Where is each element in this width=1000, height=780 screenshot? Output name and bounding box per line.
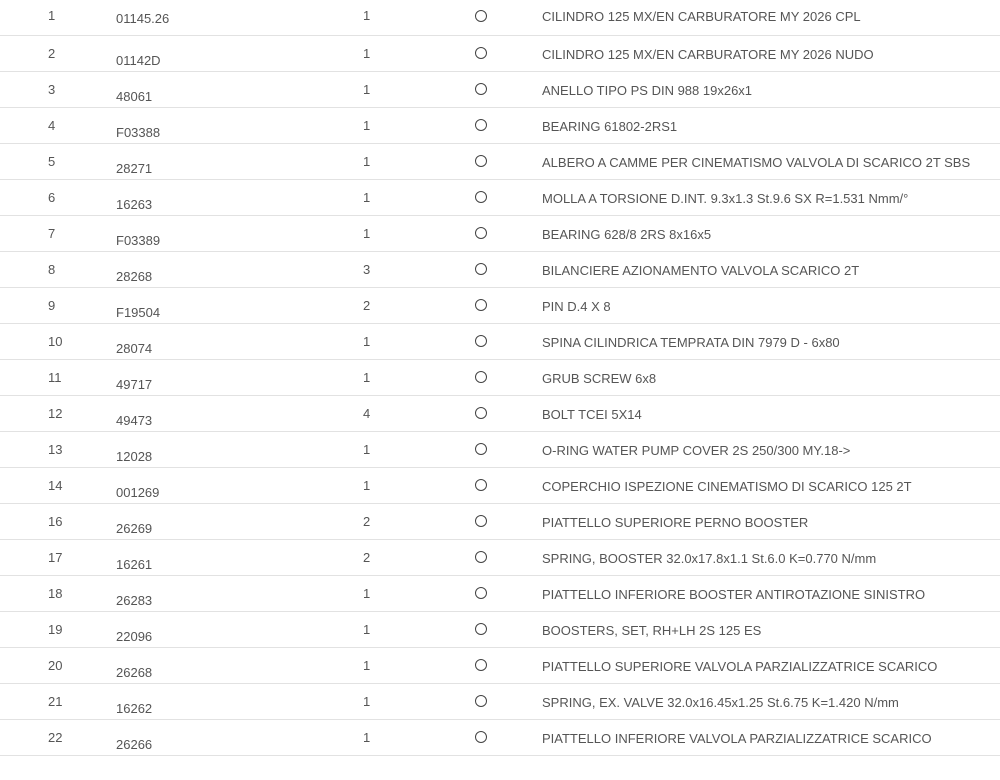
table-row	[0, 36, 1000, 72]
part-description: CILINDRO 125 MX/EN CARBURATORE MY 2026 CPL	[542, 9, 861, 24]
table-row	[0, 504, 1000, 540]
quantity: 1	[363, 586, 371, 601]
quantity: 1	[363, 46, 371, 61]
part-code: 26268	[116, 665, 153, 680]
select-radio-button[interactable]	[475, 83, 487, 95]
table-row	[0, 648, 1000, 684]
part-code: F03388	[116, 125, 161, 140]
position-number: 9	[48, 298, 56, 313]
select-radio-button[interactable]	[475, 263, 487, 275]
part-description: BEARING 628/8 2RS 8x16x5	[542, 227, 712, 242]
quantity: 1	[363, 478, 371, 493]
select-cell	[475, 263, 487, 275]
part-code: 16261	[116, 557, 153, 572]
part-description: ANELLO TIPO PS DIN 988 19x26x1	[542, 83, 753, 98]
quantity: 1	[363, 370, 371, 385]
select-cell	[475, 371, 487, 383]
quantity: 1	[363, 334, 371, 349]
part-code: 49473	[116, 413, 153, 428]
part-code: F03389	[116, 233, 161, 248]
part-description: O-RING WATER PUMP COVER 2S 250/300 MY.18->	[542, 443, 851, 458]
table-row	[0, 144, 1000, 180]
table-row	[0, 324, 1000, 360]
part-code: F19504	[116, 305, 161, 320]
part-code: 26266	[116, 737, 153, 752]
select-radio-button[interactable]	[475, 155, 487, 167]
select-radio-button[interactable]	[475, 47, 487, 59]
select-cell	[475, 47, 487, 59]
select-cell	[475, 227, 487, 239]
table-row	[0, 108, 1000, 144]
quantity: 1	[363, 190, 371, 205]
select-cell	[475, 299, 487, 311]
part-code: 49717	[116, 377, 153, 392]
select-radio-button[interactable]	[475, 299, 487, 311]
part-description: SPRING, EX. VALVE 32.0x16.45x1.25 St.6.75 K=1.420 N/mm	[542, 695, 899, 710]
quantity: 1	[363, 694, 371, 709]
part-description: BOLT TCEI 5X14	[542, 407, 642, 422]
select-radio-button[interactable]	[475, 443, 487, 455]
quantity: 2	[363, 514, 371, 529]
table-row	[0, 468, 1000, 504]
select-cell	[475, 659, 487, 671]
select-radio-button[interactable]	[475, 335, 487, 347]
position-number: 3	[48, 82, 56, 97]
part-description: SPRING, BOOSTER 32.0x17.8x1.1 St.6.0 K=0.770 N/mm	[542, 551, 877, 566]
quantity: 1	[363, 658, 371, 673]
select-radio-button[interactable]	[475, 551, 487, 563]
table-row	[0, 0, 1000, 36]
part-code: 26283	[116, 593, 153, 608]
quantity: 1	[363, 154, 371, 169]
part-code: 001269	[116, 485, 160, 500]
select-cell	[475, 83, 487, 95]
table-row	[0, 216, 1000, 252]
select-radio-button[interactable]	[475, 10, 487, 22]
part-code: 28268	[116, 269, 153, 284]
part-description: COPERCHIO ISPEZIONE CINEMATISMO DI SCARICO 125 2T	[542, 479, 912, 494]
select-radio-button[interactable]	[475, 587, 487, 599]
select-cell	[475, 551, 487, 563]
select-cell	[475, 335, 487, 347]
part-description: BILANCIERE AZIONAMENTO VALVOLA SCARICO 2T	[542, 263, 860, 278]
part-description: SPINA CILINDRICA TEMPRATA DIN 7979 D - 6x80	[542, 335, 840, 350]
table-row	[0, 540, 1000, 576]
part-description: PIATTELLO SUPERIORE VALVOLA PARZIALIZZATRICE SCARICO	[542, 659, 938, 674]
part-code: 28271	[116, 161, 153, 176]
select-cell	[475, 623, 487, 635]
select-cell	[475, 443, 487, 455]
part-code: 22096	[116, 629, 153, 644]
part-description: GRUB SCREW 6x8	[542, 371, 657, 386]
position-number: 12	[48, 406, 63, 421]
select-radio-button[interactable]	[475, 191, 487, 203]
select-cell	[475, 479, 487, 491]
select-radio-button[interactable]	[475, 731, 487, 743]
part-description: MOLLA A TORSIONE D.INT. 9.3x1.3 St.9.6 SX R=1.531 Nmm/°	[542, 191, 909, 206]
position-number: 17	[48, 550, 63, 565]
part-description: BEARING 61802-2RS1	[542, 119, 678, 134]
select-radio-button[interactable]	[475, 227, 487, 239]
position-number: 16	[48, 514, 63, 529]
quantity: 1	[363, 622, 371, 637]
position-number: 10	[48, 334, 63, 349]
quantity: 4	[363, 406, 371, 421]
part-code: 01142D	[116, 53, 161, 68]
part-code: 48061	[116, 89, 153, 104]
position-number: 14	[48, 478, 63, 493]
part-description: PIN D.4 X 8	[542, 299, 611, 314]
position-number: 18	[48, 586, 63, 601]
quantity: 1	[363, 8, 371, 23]
position-number: 4	[48, 118, 56, 133]
position-number: 19	[48, 622, 63, 637]
select-radio-button[interactable]	[475, 623, 487, 635]
select-radio-button[interactable]	[475, 119, 487, 131]
quantity: 1	[363, 118, 371, 133]
position-number: 13	[48, 442, 63, 457]
table-row	[0, 180, 1000, 216]
quantity: 2	[363, 298, 371, 313]
table-row	[0, 72, 1000, 108]
quantity: 1	[363, 226, 371, 241]
position-number: 5	[48, 154, 56, 169]
position-number: 8	[48, 262, 56, 277]
table-row	[0, 720, 1000, 756]
select-cell	[475, 515, 487, 527]
part-description: BOOSTERS, SET, RH+LH 2S 125 ES	[542, 623, 762, 638]
select-cell	[475, 407, 487, 419]
select-radio-button[interactable]	[475, 479, 487, 491]
select-cell	[475, 155, 487, 167]
position-number: 1	[48, 8, 56, 23]
select-cell	[475, 10, 487, 22]
part-code: 12028	[116, 449, 153, 464]
position-number: 20	[48, 658, 63, 673]
part-description: PIATTELLO INFERIORE BOOSTER ANTIROTAZIONE SINISTRO	[542, 587, 926, 602]
table-row	[0, 252, 1000, 288]
position-number: 7	[48, 226, 56, 241]
quantity: 1	[363, 730, 371, 745]
position-number: 22	[48, 730, 63, 745]
position-number: 11	[48, 370, 62, 385]
select-radio-button[interactable]	[475, 695, 487, 707]
position-number: 2	[48, 46, 56, 61]
select-radio-button[interactable]	[475, 371, 487, 383]
quantity: 3	[363, 262, 371, 277]
position-number: 21	[48, 694, 63, 709]
quantity: 2	[363, 550, 371, 565]
select-cell	[475, 731, 487, 743]
part-description: PIATTELLO INFERIORE VALVOLA PARZIALIZZATRICE SCARICO	[542, 731, 932, 746]
part-code: 16263	[116, 197, 153, 212]
quantity: 1	[363, 442, 371, 457]
table-row	[0, 288, 1000, 324]
part-description: ALBERO A CAMME PER CINEMATISMO VALVOLA DI SCARICO 2T SBS	[542, 155, 971, 170]
select-cell	[475, 119, 487, 131]
part-code: 01145.26	[116, 11, 170, 26]
select-cell	[475, 191, 487, 203]
table-row	[0, 396, 1000, 432]
select-radio-button[interactable]	[475, 515, 487, 527]
part-description: PIATTELLO SUPERIORE PERNO BOOSTER	[542, 515, 809, 530]
select-cell	[475, 695, 487, 707]
table-row	[0, 432, 1000, 468]
select-radio-button[interactable]	[475, 659, 487, 671]
part-code: 28074	[116, 341, 153, 356]
part-code: 16262	[116, 701, 153, 716]
part-description: CILINDRO 125 MX/EN CARBURATORE MY 2026 NUDO	[542, 47, 874, 62]
part-code: 26269	[116, 521, 153, 536]
table-row	[0, 360, 1000, 396]
table-row	[0, 612, 1000, 648]
select-radio-button[interactable]	[475, 407, 487, 419]
table-row	[0, 684, 1000, 720]
position-number: 6	[48, 190, 56, 205]
table-row	[0, 576, 1000, 612]
quantity: 1	[363, 82, 371, 97]
select-cell	[475, 587, 487, 599]
